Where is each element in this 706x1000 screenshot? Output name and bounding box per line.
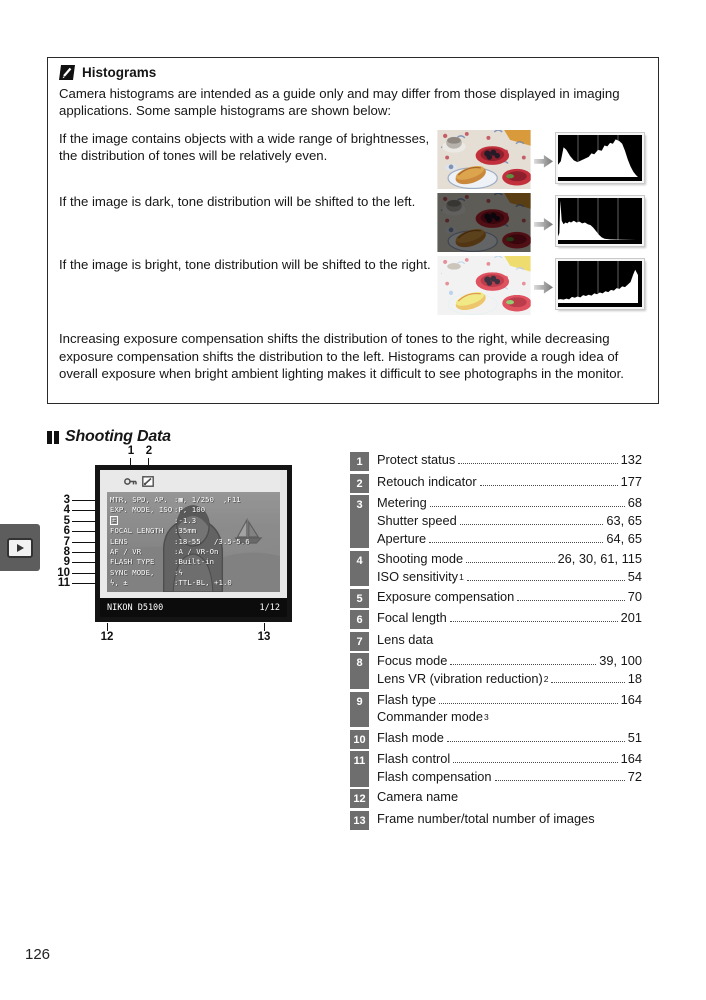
section-header (47, 428, 171, 446)
frame-counter: 1/12 (259, 602, 280, 613)
page-number: 126 (25, 946, 51, 963)
food-photo-normal (437, 130, 531, 189)
item-number: 5 (356, 592, 363, 605)
page-ref: 177 (620, 473, 642, 489)
dot-leader (517, 600, 624, 601)
shooting-data-overlay (110, 495, 278, 589)
item-number: 13 (353, 814, 366, 827)
page-ref: 54 (627, 568, 642, 584)
lcd-label: LENS (110, 536, 128, 546)
dot-leader (447, 741, 625, 742)
dot-leader (480, 485, 618, 486)
note-header (59, 65, 646, 80)
callout-line (107, 623, 108, 631)
item-number: 8 (356, 657, 363, 670)
page-ref: 18 (627, 671, 642, 687)
section-title: Shooting Data (65, 428, 171, 445)
page-ref: 64, 65 (606, 530, 642, 546)
section-marker-icon (47, 431, 59, 444)
sample-text: If the image is bright, tone distribution will be shifted to the right. (59, 256, 431, 272)
dot-leader (466, 562, 554, 563)
monitor-photo (107, 492, 280, 592)
dot-leader (430, 506, 625, 507)
item-number: 11 (353, 755, 366, 768)
right-arrow-icon (534, 154, 553, 168)
exposure-comp-icon: ± (112, 516, 116, 525)
lcd-label: MTR, SPD, AP. (110, 495, 168, 504)
retouch-indicator-icon (142, 476, 154, 487)
shooting-data-reference-list (350, 452, 642, 832)
list-item-10: 10 Flash mode 51 (350, 730, 642, 749)
item-number: 1 (356, 456, 363, 468)
callout-12: 12 (100, 631, 114, 643)
sample-row-even (59, 130, 646, 193)
histogram-shifted-left (556, 196, 644, 246)
sample-text: If the image is dark, tone distribution will be shifted to the left. (59, 193, 416, 209)
item-number: 3 (356, 499, 363, 511)
lcd-value: :-1.3 (174, 515, 197, 525)
dot-leader (450, 621, 618, 622)
list-item-12: 12 Camera name (350, 789, 642, 808)
lcd-value: :A / VR-On (174, 546, 219, 556)
list-item-1: 1 Protect status 132 (350, 452, 642, 471)
item-number: 6 (356, 614, 363, 627)
item-number: 9 (356, 695, 363, 708)
list-item-2: 2 Retouch indicator 177 (350, 474, 642, 493)
dot-leader (453, 762, 617, 763)
lcd-value: :P, 100 (174, 505, 206, 515)
callout-11: 11 (51, 577, 97, 589)
note-title: Histograms (82, 65, 157, 80)
page-ref: 39, 100 (599, 653, 642, 669)
sample-histogram-rows (59, 130, 646, 319)
note-intro-text: Camera histograms are intended as a guide only and may differ from those displayed in imaging applications. Some sample histograms are shown below: (59, 86, 620, 119)
right-arrow-icon (534, 280, 553, 294)
protect-key-icon (124, 476, 137, 487)
dot-leader (450, 664, 596, 665)
callout-10: 10 (51, 567, 97, 579)
callout-9: 9 (51, 556, 97, 568)
lcd-value: :Built-in (174, 557, 215, 567)
dot-leader (495, 780, 625, 781)
lcd-label: FOCAL LENGTH (110, 526, 164, 536)
list-item-4: 4 Shooting mode 26, 30, 61, 115 ISO sensitivity $^1$ 54 (350, 551, 642, 587)
page-ref: 132 (620, 452, 642, 467)
lcd-label: AF / VR (110, 546, 142, 556)
food-photo-bright (437, 256, 531, 315)
item-number: 12 (353, 793, 366, 806)
flash-bolt-icon: :ϟ (174, 567, 183, 577)
callout-3: 3 (51, 494, 97, 506)
callout-5: 5 (51, 515, 97, 527)
playback-icon (7, 538, 33, 558)
page-ref: 70 (627, 588, 642, 604)
sample-row-dark (59, 193, 646, 256)
list-item-3: 3 Metering 68 Shutter speed 63, 65 Aperture 64, 65 (350, 495, 642, 548)
camera-name: NIKON D5100 (107, 602, 164, 613)
dot-leader (458, 463, 617, 464)
callout-13: 13 (257, 631, 271, 643)
item-number: 2 (356, 477, 363, 490)
dot-leader (551, 682, 624, 683)
dot-leader (429, 542, 603, 543)
page-ref: 68 (627, 495, 642, 510)
lcd-label: SYNC MODE, (110, 567, 155, 577)
monitor-icon-strip (100, 470, 287, 492)
list-item-6: 6 Focal length 201 (350, 610, 642, 629)
dot-leader (467, 580, 625, 581)
page-ref: 164 (620, 751, 642, 767)
flash-comp-icon: ϟ, ± (110, 578, 128, 588)
page-ref: 164 (620, 691, 642, 707)
lcd-value: :▦, 1/250 ,F11 (174, 495, 241, 504)
page-ref: 72 (627, 768, 642, 784)
list-item-5: 5 Exposure compensation 70 (350, 589, 642, 608)
item-number: 4 (356, 554, 363, 567)
list-item-13: 13 Frame number/total number of images (350, 811, 642, 830)
lcd-value: :35mm (174, 526, 197, 536)
sample-row-bright (59, 256, 646, 319)
footnote-ref: 3 (483, 712, 489, 723)
lcd-label: EXP. MODE, ISO (110, 505, 173, 515)
callout-2: 2 (145, 445, 153, 457)
callout-7: 7 (51, 536, 97, 548)
list-item-8: 8 Focus mode 39, 100 Lens VR (vibration reduction) $^2$ 18 (350, 653, 642, 689)
chapter-tab-playback (0, 524, 40, 571)
monitor-status-bar (100, 598, 287, 617)
list-item-9: 9 Flash type 164 Commander mode $^3$ (350, 692, 642, 728)
right-arrow-icon (534, 217, 553, 231)
food-photo-dark (437, 193, 531, 252)
page-ref: 26, 30, 61, 115 (557, 550, 642, 566)
lcd-label: FLASH TYPE (110, 557, 155, 567)
lcd-value: :TTL-BL, +1.0 (174, 578, 232, 588)
item-number: 10 (353, 733, 366, 746)
list-item-11: 11 Flash control 164 Flash compensation 72 (350, 751, 642, 787)
list-item-7: 7 Lens data (350, 632, 642, 651)
lcd-value: :18-55 /3.5-5.6 (174, 536, 250, 546)
sample-text: If the image contains objects with a wide range of brightnesses, the distribution of tones will be relatively even. (59, 130, 430, 164)
page-ref: 51 (627, 729, 642, 745)
shooting-data-diagram (47, 445, 347, 657)
page-ref: 201 (620, 610, 642, 626)
callout-4: 4 (51, 504, 97, 516)
histogram-even (556, 133, 644, 183)
callout-8: 8 (51, 546, 97, 558)
callout-1: 1 (127, 445, 135, 457)
camera-monitor (95, 465, 292, 622)
histograms-note-box (47, 57, 659, 404)
footnote-ref: 2 (543, 674, 549, 685)
callout-line (264, 623, 265, 631)
item-number: 7 (356, 635, 363, 648)
callout-6: 6 (51, 525, 97, 537)
histogram-shifted-right (556, 259, 644, 309)
dot-leader (439, 703, 618, 704)
page-ref: 63, 65 (606, 512, 642, 528)
note-outro-text: Increasing exposure compensation shifts the distribution of tones to the right, while decreasing exposure compensation shifts the distribution to the left. Histograms can provide a rough idea of overall exposure when bright ambient lighting makes it difficult to see photographs in the monitor. (59, 330, 624, 382)
pencil-note-icon (59, 65, 75, 80)
footnote-ref: 1 (459, 571, 464, 582)
dot-leader (460, 524, 604, 525)
